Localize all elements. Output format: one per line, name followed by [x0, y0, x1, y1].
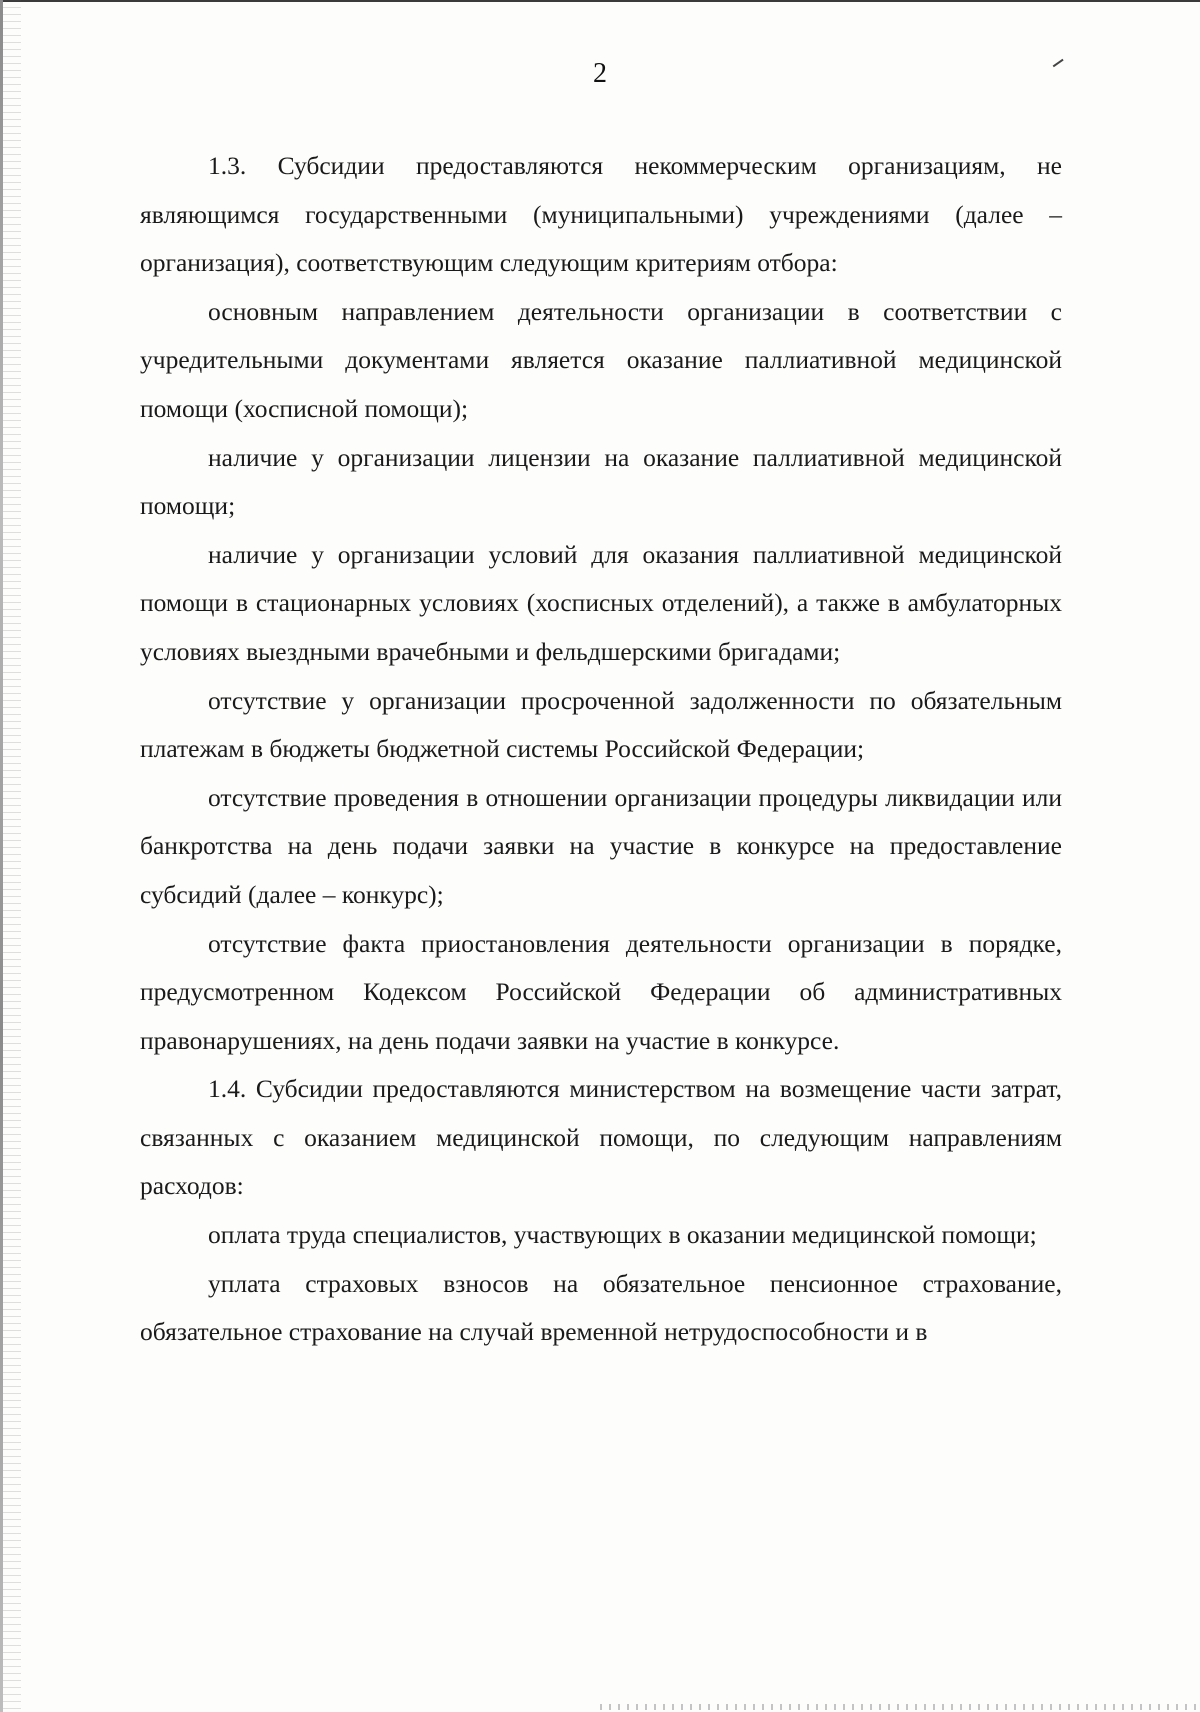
page-number: 2: [593, 58, 607, 89]
criterion-conditions: наличие у организации условий для оказания паллиативной медицинской помощи в стационарных условиях (хосписных отделений), а также в амбулаторных условиях выездными врачебными и фельдшерскими бригадами;: [140, 539, 1062, 666]
expense-salary: оплата труда специалистов, участвующих в оказании медицинской помощи;: [208, 1220, 1037, 1250]
scan-bottom-noise: [600, 1704, 1200, 1710]
criterion-no-liquidation: отсутствие проведения в отношении организации процедуры ликвидации или банкротства на день подачи заявки на участие в конкурсе на предоставление субсидий (далее – конкурс);: [140, 782, 1062, 909]
document-body: [140, 142, 1062, 1357]
criterion-main-activity: основным направлением деятельности организации в соответствии с учредительными документами является оказание паллиативной медицинской помощи (хосписной помощи);: [140, 296, 1062, 423]
criterion-no-debt: отсутствие у организации просроченной задолженности по обязательным платежам в бюджеты бюджетной системы Российской Федерации;: [140, 685, 1062, 764]
scan-top-edge: [0, 0, 1200, 2]
criterion-license: наличие у организации лицензии на оказание паллиативной медицинской помощи;: [140, 442, 1062, 521]
expense-insurance: уплата страховых взносов на обязательное пенсионное страхование, обязательное страхование на случай временной нетрудоспособности и в: [140, 1268, 1062, 1347]
paragraph-1-3: 1.3. Субсидии предоставляются некоммерческим организациям, не являющимся государственными (муниципальными) учреждениями (далее – организация), соответствующим следующим критериям отбора:: [140, 151, 1062, 278]
scan-left-noise: [3, 0, 21, 1712]
scan-pen-mark: [1053, 59, 1064, 67]
criterion-no-suspension: отсутствие факта приостановления деятельности организации в порядке, предусмотренном Кодексом Российской Федерации об административных правонарушениях, на день подачи заявки на участие в конкурсе.: [140, 928, 1062, 1055]
paragraph-1-4: 1.4. Субсидии предоставляются министерством на возмещение части затрат, связанных с оказанием медицинской помощи, по следующим направлениям расходов:: [140, 1074, 1062, 1201]
